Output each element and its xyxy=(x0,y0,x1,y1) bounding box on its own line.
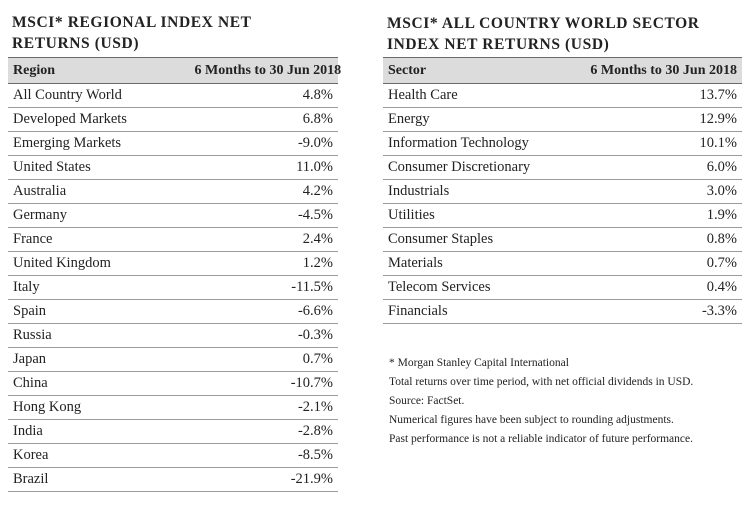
table-row xyxy=(383,276,742,300)
row-label: Materials xyxy=(383,252,580,276)
row-label: Spain xyxy=(8,300,190,324)
row-return-value: 11.0% xyxy=(190,156,339,180)
table-row xyxy=(8,84,338,108)
row-return-value: -3.3% xyxy=(580,300,742,324)
row-label: Consumer Staples xyxy=(383,228,580,252)
table-row xyxy=(8,420,338,444)
table-row xyxy=(383,156,742,180)
row-return-value: 1.9% xyxy=(580,204,742,228)
row-label: Telecom Services xyxy=(383,276,580,300)
table-row xyxy=(8,204,338,228)
row-label: Korea xyxy=(8,444,190,468)
row-label: Developed Markets xyxy=(8,108,190,132)
row-return-value: 3.0% xyxy=(580,180,742,204)
sector-table-body xyxy=(383,84,742,324)
row-return-value: 6.0% xyxy=(580,156,742,180)
table-row xyxy=(8,468,338,492)
table-row xyxy=(8,444,338,468)
row-return-value: 1.2% xyxy=(190,252,339,276)
sector-title-line-2: INDEX NET RETURNS (USD) xyxy=(387,36,610,53)
row-return-value: 6.8% xyxy=(190,108,339,132)
row-return-value: -6.6% xyxy=(190,300,339,324)
row-label: Health Care xyxy=(383,84,580,108)
table-row xyxy=(8,228,338,252)
row-label: Emerging Markets xyxy=(8,132,190,156)
row-return-value: -2.1% xyxy=(190,396,339,420)
table-row xyxy=(8,132,338,156)
table-row xyxy=(383,132,742,156)
row-return-value: 13.7% xyxy=(580,84,742,108)
regional-title-line-2: RETURNS (USD) xyxy=(12,35,140,52)
table-row xyxy=(8,180,338,204)
table-row xyxy=(8,276,338,300)
row-return-value: 0.7% xyxy=(580,252,742,276)
sector-returns-panel xyxy=(383,0,742,449)
table-row xyxy=(8,108,338,132)
row-label: France xyxy=(8,228,190,252)
row-return-value: -10.7% xyxy=(190,372,339,396)
row-label: Russia xyxy=(8,324,190,348)
row-return-value: 10.1% xyxy=(580,132,742,156)
row-label: Energy xyxy=(383,108,580,132)
row-return-value: 0.4% xyxy=(580,276,742,300)
table-row xyxy=(8,324,338,348)
regional-header-row xyxy=(8,58,338,84)
sector-period-column-header: 6 Months to 30 Jun 2018 xyxy=(580,58,742,84)
row-label: China xyxy=(8,372,190,396)
sector-title-line-1: MSCI* ALL COUNTRY WORLD SECTOR xyxy=(387,15,700,32)
table-row xyxy=(383,228,742,252)
table-row xyxy=(383,300,742,324)
row-label: Industrials xyxy=(383,180,580,204)
row-return-value: 12.9% xyxy=(580,108,742,132)
row-return-value: -9.0% xyxy=(190,132,339,156)
row-label: Italy xyxy=(8,276,190,300)
table-row xyxy=(383,252,742,276)
table-row xyxy=(8,156,338,180)
row-label: Financials xyxy=(383,300,580,324)
footnote-rounding: Numerical figures have been subject to rounding adjustments. xyxy=(389,414,674,426)
table-row xyxy=(383,180,742,204)
row-return-value: -2.8% xyxy=(190,420,339,444)
table-row xyxy=(8,348,338,372)
table-row xyxy=(8,396,338,420)
sector-returns-table xyxy=(383,57,742,324)
row-label: India xyxy=(8,420,190,444)
regional-returns-table xyxy=(8,57,342,492)
sector-table-title xyxy=(383,0,742,57)
row-label: Brazil xyxy=(8,468,190,492)
table-row xyxy=(8,252,338,276)
row-return-value: -4.5% xyxy=(190,204,339,228)
row-return-value: 2.4% xyxy=(190,228,339,252)
row-label: Germany xyxy=(8,204,190,228)
row-return-value: 0.7% xyxy=(190,348,339,372)
regional-returns-panel xyxy=(8,0,342,492)
sector-header-row xyxy=(383,58,742,84)
row-label: United Kingdom xyxy=(8,252,190,276)
row-label: All Country World xyxy=(8,84,190,108)
footnote-msci: * Morgan Stanley Capital International xyxy=(389,357,569,369)
row-return-value: -8.5% xyxy=(190,444,339,468)
row-return-value: 4.8% xyxy=(190,84,339,108)
sector-column-header: Sector xyxy=(383,58,580,84)
table-row xyxy=(383,204,742,228)
table-row xyxy=(383,108,742,132)
table-row xyxy=(383,84,742,108)
region-column-header: Region xyxy=(8,58,190,84)
row-label: Hong Kong xyxy=(8,396,190,420)
row-label: Australia xyxy=(8,180,190,204)
row-label: Japan xyxy=(8,348,190,372)
footnotes xyxy=(383,354,742,449)
row-return-value: 0.8% xyxy=(580,228,742,252)
footnote-disclaimer: Past performance is not a reliable indicator of future performance. xyxy=(389,433,693,445)
row-return-value: -21.9% xyxy=(190,468,339,492)
table-row xyxy=(8,372,338,396)
row-return-value: 4.2% xyxy=(190,180,339,204)
regional-period-column-header: 6 Months to 30 Jun 2018 xyxy=(190,58,339,84)
regional-title-line-1: MSCI* REGIONAL INDEX NET xyxy=(12,14,252,31)
regional-table-title xyxy=(8,0,338,57)
table-row xyxy=(8,300,338,324)
row-label: Consumer Discretionary xyxy=(383,156,580,180)
row-label: United States xyxy=(8,156,190,180)
row-return-value: -0.3% xyxy=(190,324,339,348)
row-label: Information Technology xyxy=(383,132,580,156)
regional-table-body xyxy=(8,84,338,492)
footnote-source: Source: FactSet. xyxy=(389,395,465,407)
footnote-total-returns: Total returns over time period, with net official dividends in USD. xyxy=(389,376,694,388)
row-return-value: -11.5% xyxy=(190,276,339,300)
row-label: Utilities xyxy=(383,204,580,228)
